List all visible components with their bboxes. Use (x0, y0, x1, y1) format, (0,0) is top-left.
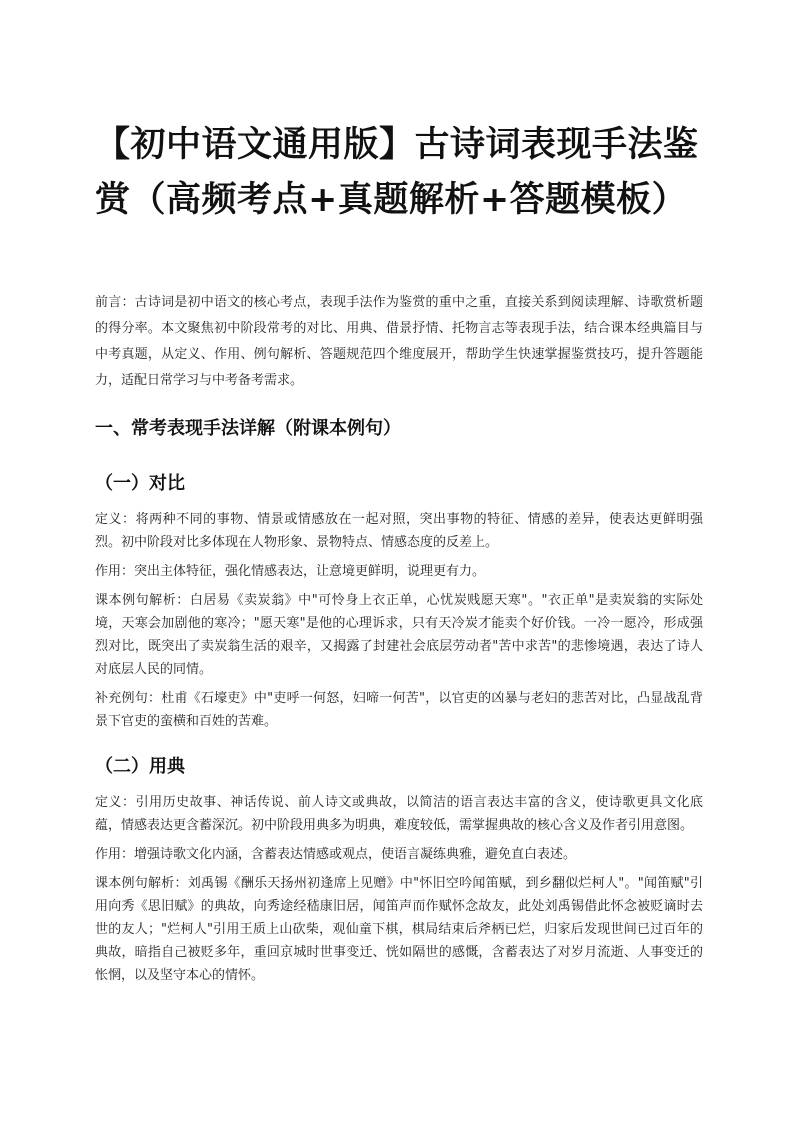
contrast-supplement: 补充例句：杜甫《石壕吏》中"吏呼一何怒，妇啼一何苦"，以官吏的凶暴与老妇的悲苦对比，凸显战乱背景下官吏的蛮横和百姓的苦难。 (95, 691, 703, 729)
subsection-heading-contrast: （一）对比 (95, 473, 185, 494)
subsection-heading-allusion: （二）用典 (95, 756, 185, 777)
contrast-definition: 定义：将两种不同的事物、情景或情感放在一起对照，突出事物的特征、情感的差异，使表达更鲜明强烈。初中阶段对比多体现在人物形象、景物特点、情感态度的反差上。 (95, 512, 703, 550)
allusion-definition: 定义：引用历史故事、神话传说、前人诗文或典故，以简洁的语言表达丰富的含义，使诗歌更具文化底蕴，情感表达更含蓄深沉。初中阶段用典多为明典，难度较低，需掌握典故的核心含义及作者引用意图。 (95, 795, 703, 833)
section-heading-techniques: 一、常考表现手法详解（附课本例句） (95, 418, 401, 439)
preface-paragraph: 前言：古诗词是初中语文的核心考点，表现手法作为鉴赏的重中之重，直接关系到阅读理解、诗歌赏析题的得分率。本文聚焦初中阶段常考的对比、用典、借景抒情、托物言志等表现手法，结合课本经典篇目与中考真题，从定义、作用、例句解析、答题规范四个维度展开，帮助学生快速掌握鉴赏技巧，提升答题能力，适配日常学习与中考备考需求。 (95, 295, 703, 388)
document-body (95, 118, 703, 993)
contrast-effect: 作用：突出主体特征，强化情感表达，让意境更鲜明，说理更有力。 (95, 564, 486, 579)
allusion-example: 课本例句解析：刘禹锡《酬乐天扬州初逢席上见赠》中"怀旧空吟闻笛赋，到乡翻似烂柯人"。"闻笛赋"引用向秀《思旧赋》的典故，向秀途经嵇康旧居，闻笛声而作赋怀念故友，此处刘禹锡借此怀念被贬谪时去世的友人；"烂柯人"引用王质上山砍柴，观仙童下棋，棋局结束后斧柄已烂，归家后发现世间已过百年的典故，暗指自己被贬多年，重回京城时世事变迁、恍如隔世的感慨，含蓄表达了对岁月流逝、人事变迁的怅惘，以及坚守本心的情怀。 (95, 876, 703, 983)
contrast-example: 课本例句解析：白居易《卖炭翁》中"可怜身上衣正单，心忧炭贱愿天寒"。"衣正单"是卖炭翁的实际处境，天寒会加剧他的寒冷；"愿天寒"是他的心理诉求，只有天冷炭才能卖个好价钱。一冷一愿冷，形成强烈对比，既突出了卖炭翁生活的艰辛，又揭露了封建社会底层劳动者"苦中求苦"的悲惨境遇，表达了诗人对底层人民的同情。 (95, 593, 703, 677)
document-title: 【初中语文通用版】古诗词表现手法鉴赏（高频考点+真题解析+答题模板） (95, 125, 699, 220)
allusion-effect: 作用：增强诗歌文化内涵，含蓄表达情感或观点，使语言凝练典雅，避免直白表述。 (95, 847, 577, 862)
